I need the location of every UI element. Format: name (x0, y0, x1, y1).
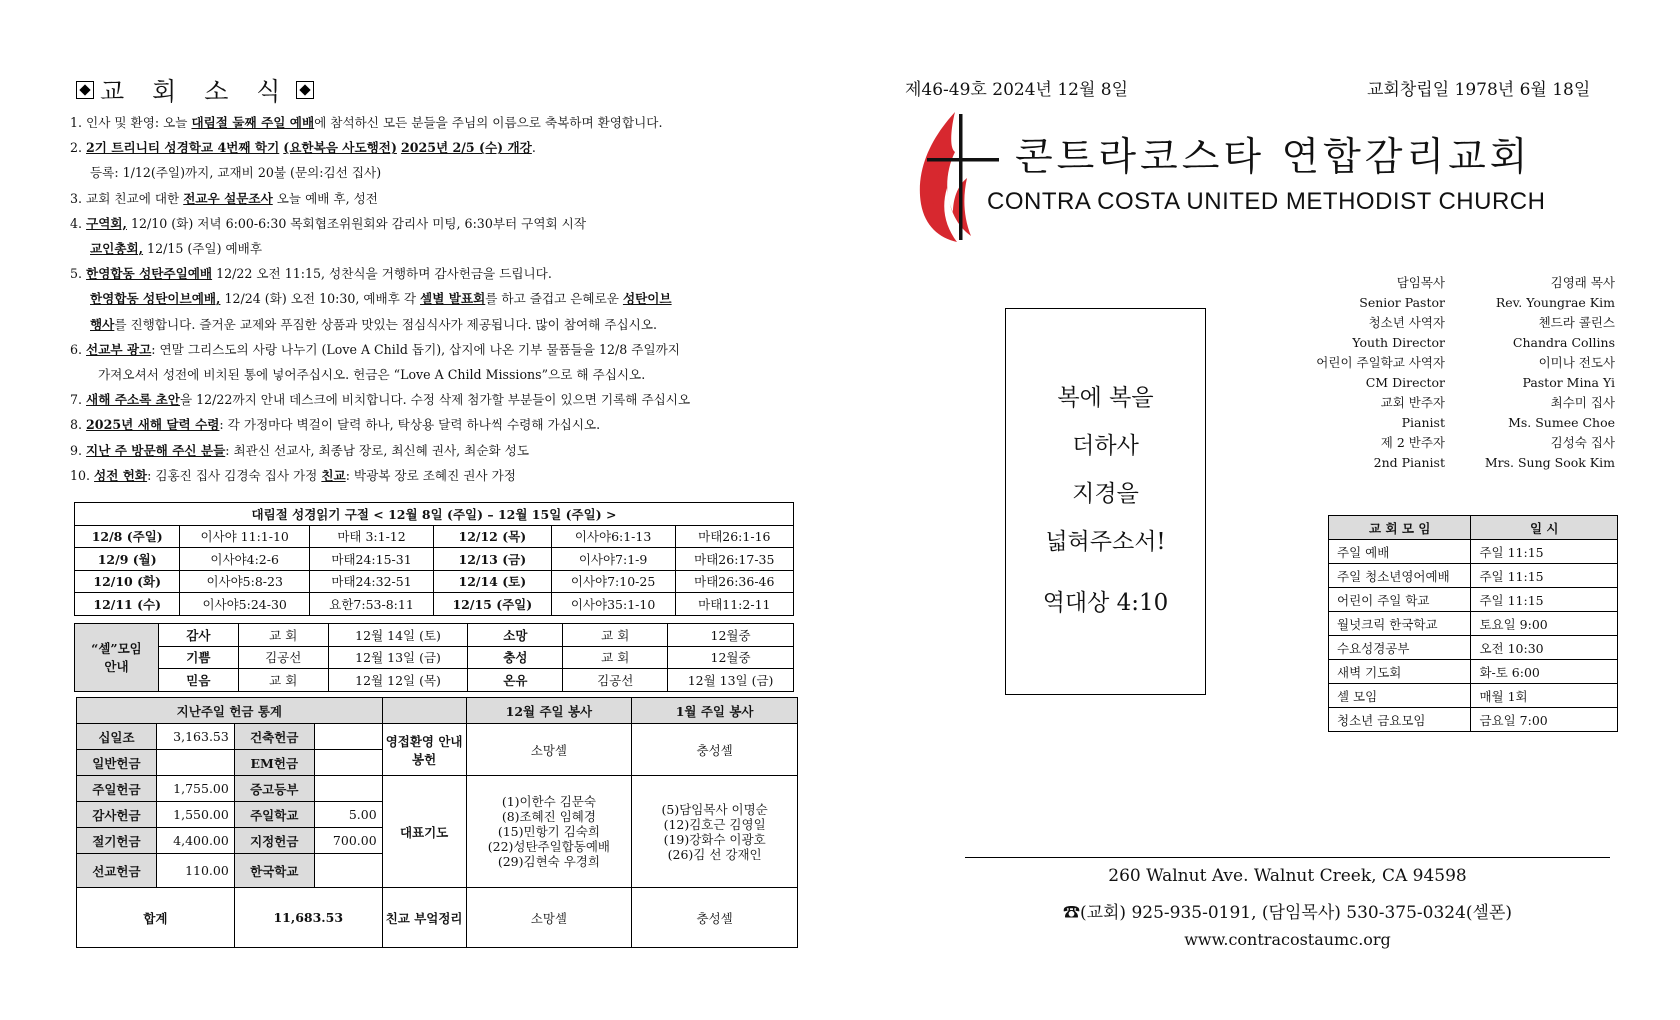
cell-group-name: 충성 (468, 646, 563, 669)
notice-highlight: 한영합동 성탄주일예배 (86, 266, 213, 282)
fellowship-jan: 충성셀 (632, 888, 798, 948)
schedule-meeting: 새벽 기도회 (1329, 660, 1471, 684)
cell-label-line: “셀”모임 (91, 641, 142, 657)
staff-entry (1300, 433, 1615, 473)
cell-row (75, 624, 794, 647)
staff-name-ko: 이미나 전도사 (1538, 355, 1615, 370)
schedule-meeting: 주일 예배 (1329, 540, 1471, 564)
flame-shape (920, 112, 971, 242)
cell-label (75, 624, 159, 692)
schedule-time: 매월 1회 (1471, 684, 1618, 708)
staff-role (1300, 273, 1445, 313)
schedule-row (1329, 636, 1618, 660)
offering-total-row (77, 888, 798, 948)
cell-group-name: 온유 (468, 669, 563, 692)
total-amount: 11,683.53 (234, 888, 382, 948)
reading-passage: 마태24:15-31 (309, 548, 433, 571)
reading-passage: 이사야 11:1-10 (180, 525, 310, 548)
cell-group-name: 믿음 (158, 669, 238, 692)
schedule-time: 화-토 6:00 (1471, 660, 1618, 684)
staff-role-ko: 교회 반주자 (1380, 395, 1445, 410)
notice-text: 12/15 (주일) 예배후 (143, 241, 263, 257)
reading-row (75, 525, 794, 548)
offering-label: 건축헌금 (234, 724, 314, 750)
staff-name-en: Ms. Sumee Choe (1508, 415, 1615, 430)
notice-text: : 각 가정마다 벽걸이 달력 하나, 탁상용 달력 하나씩 수령해 가십시오. (219, 417, 601, 433)
prayer-entry: (12)김호근 김영일 (663, 816, 766, 832)
staff-role-en: 2nd Pianist (1373, 455, 1445, 470)
reading-date: 12/11 (수) (75, 593, 180, 616)
reading-date: 12/12 (목) (434, 525, 551, 548)
reading-date: 12/13 (금) (434, 548, 551, 571)
cell-info: 12월중 (668, 624, 794, 647)
notices-list (70, 110, 810, 488)
cell-row (75, 646, 794, 669)
notice-highlight: 지난 주 방문해 주신 분들 (86, 442, 226, 458)
notice-highlight: 전교우 설문조사 (183, 190, 273, 206)
staff-name-ko: 첸드라 콜린스 (1538, 315, 1615, 330)
staff-role (1300, 433, 1445, 473)
notice-highlight: 성탄이브 (622, 291, 672, 307)
staff-name-ko: 김성숙 집사 (1550, 435, 1615, 450)
cell-info: 교 회 (238, 624, 328, 647)
schedule-time: 주일 11:15 (1471, 588, 1618, 612)
notice-number: 1. (70, 115, 83, 130)
staff-role-en: Senior Pastor (1359, 295, 1445, 310)
verse-line: 복에 복을 (1057, 385, 1154, 411)
cell-group-name: 소망 (468, 624, 563, 647)
notice-text: 인사 및 환영: 오늘 (86, 115, 192, 130)
notice-text: 를 진행합니다. 즐거운 교제와 푸짐한 상품과 맛있는 점심식사가 제공됩니다. 많이 참여해 주십시오. (114, 316, 658, 332)
issue-date: 제46-49호 2024년 12월 8일 (905, 80, 1129, 100)
notice-number: 6. (70, 341, 83, 357)
staff-name (1475, 273, 1615, 313)
diamond-icon (76, 81, 94, 99)
notice-highlight: 셀별 발표회 (420, 291, 486, 307)
verse-line: 넓혀주소서! (1045, 529, 1166, 555)
notice-highlight: 선교부 광고 (86, 341, 152, 357)
schedule-head-time: 일 시 (1471, 516, 1618, 540)
staff-role (1300, 393, 1445, 433)
cell-info: 12월 13일 (금) (328, 646, 468, 669)
reading-passage: 마태26:1-16 (675, 525, 793, 548)
notice-text: 12/10 (화) 저녁 6:00-6:30 목회협조위원회와 감리사 미팅, 6:30부터 구역회 시작 (126, 215, 586, 231)
notice-text: 등록: 1/12(주일)까지, 교재비 20불 (문의:김선 집사) (90, 165, 382, 181)
offering-amount: 5.00 (314, 802, 382, 828)
schedule-row (1329, 612, 1618, 636)
notice-highlight: 대림절 둘째 주일 예배 (191, 115, 315, 130)
cell-row (75, 669, 794, 692)
reading-date: 12/14 (토) (434, 570, 551, 593)
notice-number: 9. (70, 442, 83, 458)
offering-amount: 1,550.00 (156, 802, 234, 828)
notice-highlight: (요한복음 사도행전) (283, 140, 397, 156)
notice-line (70, 387, 810, 412)
notice-line (70, 211, 810, 236)
notice-number: 3. (70, 190, 83, 206)
service-corner (382, 698, 466, 724)
notice-highlight: 성전 헌화 (94, 467, 148, 483)
notice-text: . (531, 140, 536, 156)
notice-highlight: 2025년 새해 달력 수령 (86, 417, 220, 433)
diamond-icon (296, 81, 314, 99)
notice-text: : 김홍진 집사 김경숙 집사 가정 (147, 467, 322, 483)
reading-passage: 마태26:17-35 (675, 548, 793, 571)
prayer-entry: (15)민항기 김숙희 (497, 824, 600, 839)
verse-line: 지경을 (1072, 481, 1139, 507)
notice-line (70, 438, 810, 463)
offering-header-row (77, 698, 798, 724)
total-label: 합계 (77, 888, 235, 948)
staff-name-en: Mrs. Sung Sook Kim (1484, 455, 1615, 470)
offering-label: 지정헌금 (234, 828, 314, 854)
notice-number: 2. (70, 140, 83, 156)
offering-service-table (76, 697, 798, 948)
notice-text: 에 참석하신 모든 분들을 주님의 이름으로 축복하며 환영합니다. (314, 115, 663, 130)
staff-role-ko: 청소년 사역자 (1368, 315, 1445, 330)
prayer-entry: (1)이한수 김문숙 (501, 794, 596, 809)
verse-line: 역대상 4:10 (1042, 590, 1169, 616)
prayer-entry: (5)담임목사 이명순 (661, 801, 768, 817)
verse-line: 더하사 (1072, 433, 1139, 459)
reading-passage: 이사야7:1-9 (551, 548, 675, 571)
reading-passage: 이사야7:10-25 (551, 570, 675, 593)
usher-dec: 소망셀 (466, 724, 632, 776)
schedule-meeting: 어린이 주일 학교 (1329, 588, 1471, 612)
reading-date: 12/8 (주일) (75, 525, 180, 548)
offering-amount: 4,400.00 (156, 828, 234, 854)
reading-passage: 요한7:53-8:11 (309, 593, 433, 616)
offering-label: 증고등부 (234, 776, 314, 802)
notices-title (70, 72, 320, 108)
offering-label: 주일헌금 (77, 776, 157, 802)
footer-phone: ☎(교회) 925-935-0191, (담임목사) 530-375-0324(셀폰) (1062, 903, 1513, 923)
notice-line (70, 412, 810, 437)
cell-info: 김공선 (563, 669, 668, 692)
staff-name (1475, 313, 1615, 353)
notice-line (70, 236, 810, 261)
notice-highlight: 새해 주소록 초안 (86, 392, 180, 408)
notice-text: 가져오셔서 성전에 비치된 통에 넣어주십시오. 헌금은 “Love A Child Missions”으로 해 주십시오. (98, 367, 646, 383)
offering-amount (314, 724, 382, 750)
notice-highlight: 구역회, (86, 215, 127, 231)
offering-label: 한국학교 (234, 854, 314, 888)
reading-row (75, 548, 794, 571)
notice-highlight: 친교 (321, 467, 346, 483)
notice-line (70, 160, 810, 185)
staff-role-en: CM Director (1365, 375, 1445, 390)
reading-row (75, 570, 794, 593)
offering-amount: 3,163.53 (156, 724, 234, 750)
cell-info: 12월 13일 (금) (668, 669, 794, 692)
cell-info: 교 회 (563, 646, 668, 669)
notice-highlight: 2025년 2/5 (수) 개강 (400, 140, 532, 156)
cell-label-line: 안내 (104, 659, 129, 675)
notice-text: 을 12/22까지 안내 데스크에 비치합니다. 수정 삭제 첨가할 부분들이 있으면 기록해 주십시오 (179, 392, 691, 408)
offering-title: 지난주일 헌금 통계 (77, 698, 383, 724)
notice-text: 오늘 예배 후, 성전 (272, 190, 378, 206)
notice-line (70, 286, 810, 311)
prayer-entry: (8)조혜진 임혜경 (501, 809, 596, 824)
notice-text: 교회 친교에 대한 (86, 190, 184, 206)
schedule-meeting: 청소년 금요모임 (1329, 708, 1471, 732)
church-name-english: CONTRA COSTA UNITED METHODIST CHURCH (987, 188, 1546, 215)
notice-number: 10. (70, 467, 91, 483)
staff-entry (1300, 353, 1615, 393)
notice-text: : 최관신 선교사, 최종남 장로, 최신혜 권사, 최순화 성도 (225, 442, 530, 458)
schedule-time: 금요일 7:00 (1471, 708, 1618, 732)
offering-amount: 110.00 (156, 854, 234, 888)
staff-role (1300, 313, 1445, 353)
founding-date: 교회창립일 1978년 6월 18일 (1367, 80, 1591, 100)
reading-passage: 이사야5:24-30 (180, 593, 310, 616)
offering-label: 십일조 (77, 724, 157, 750)
notice-highlight: 교인총회, (90, 241, 144, 257)
offering-label: EM헌금 (234, 750, 314, 776)
schedule-row (1329, 540, 1618, 564)
notice-highlight: 행사 (90, 316, 115, 332)
notice-text: : 연말 그리스도의 사랑 나누기 (Love A Child 돕기), 삽지에 나온 기부 물품들을 12/8 주일까지 (151, 341, 680, 357)
schedule-meeting: 셀 모임 (1329, 684, 1471, 708)
footer-divider (965, 857, 1610, 858)
staff-name (1475, 433, 1615, 473)
staff-entry (1300, 313, 1615, 353)
notice-text: 를 하고 즐겁고 은혜로운 (485, 291, 623, 307)
schedule-time: 토요일 9:00 (1471, 612, 1618, 636)
schedule-row (1329, 684, 1618, 708)
notice-text: 12/22 오전 11:15, 성찬식을 거행하며 감사헌금을 드립니다. (212, 266, 552, 282)
reading-passage: 마태 3:1-12 (309, 525, 433, 548)
notice-text: : 박광복 장로 조혜진 권사 가정 (345, 467, 516, 483)
notices-title-text: 교 회 소 식 (100, 77, 291, 106)
schedule-meeting: 월넛크릭 한국학교 (1329, 612, 1471, 636)
cell-info: 교 회 (563, 624, 668, 647)
staff-list (1300, 273, 1615, 473)
reading-row (75, 593, 794, 616)
offering-row (77, 776, 798, 802)
schedule-row (1329, 588, 1618, 612)
notice-line (70, 312, 810, 337)
offering-label: 선교헌금 (77, 854, 157, 888)
schedule-time: 주일 11:15 (1471, 564, 1618, 588)
offering-amount (314, 750, 382, 776)
cross-horizontal (927, 158, 999, 162)
schedule-row (1329, 564, 1618, 588)
cell-info: 김공선 (238, 646, 328, 669)
service-jan-head: 1월 주일 봉사 (632, 698, 798, 724)
staff-name-en: Pastor Mina Yi (1522, 375, 1615, 390)
staff-name (1475, 393, 1615, 433)
church-name-korean: 콘트라코스타 연합감리교회 (1015, 135, 1532, 180)
schedule-time: 주일 11:15 (1471, 540, 1618, 564)
schedule-meeting: 주일 청소년영어예배 (1329, 564, 1471, 588)
service-dec-head: 12월 주일 봉사 (466, 698, 632, 724)
offering-amount (156, 750, 234, 776)
prayer-dec (466, 776, 632, 888)
prayer-entry: (19)강화수 이광호 (663, 831, 766, 847)
staff-name-en: Rev. Youngrae Kim (1495, 295, 1615, 310)
cross-flame-logo (905, 108, 1005, 248)
staff-role-ko: 제 2 반주자 (1380, 435, 1445, 450)
reading-passage: 이사야6:1-13 (551, 525, 675, 548)
staff-name (1475, 353, 1615, 393)
reading-date: 12/15 (주일) (434, 593, 551, 616)
notice-line (70, 261, 810, 286)
footer-address: 260 Walnut Ave. Walnut Creek, CA 94598 (1108, 866, 1467, 886)
notice-number: 5. (70, 266, 83, 282)
notice-number: 7. (70, 392, 83, 408)
notice-number: 4. (70, 215, 83, 231)
cell-group-name: 감사 (158, 624, 238, 647)
reading-date: 12/10 (화) (75, 570, 180, 593)
offering-amount (314, 854, 382, 888)
cell-meeting-table (74, 623, 794, 692)
notice-line (70, 337, 810, 362)
reading-title: 대림절 성경읽기 구절 < 12월 8일 (주일) – 12월 15일 (주일) > (75, 503, 794, 526)
notice-line (70, 463, 810, 488)
staff-role-ko: 담임목사 (1396, 275, 1445, 290)
offering-label: 감사헌금 (77, 802, 157, 828)
reading-passage: 이사야35:1-10 (551, 593, 675, 616)
prayer-label: 대표기도 (382, 776, 466, 888)
staff-name-ko: 김영래 목사 (1550, 275, 1615, 290)
prayer-entry: (26)김 선 강재인 (667, 846, 762, 862)
footer-website: www.contracostaumc.org (1184, 930, 1391, 949)
notice-line (70, 362, 810, 387)
prayer-entry: (29)김현숙 우경희 (497, 854, 600, 869)
notice-text: 12/24 (화) 오전 10:30, 예배후 각 (220, 291, 421, 307)
notice-line (70, 186, 810, 211)
notice-line (70, 135, 810, 160)
notice-number: 8. (70, 417, 83, 433)
cell-group-name: 기쁨 (158, 646, 238, 669)
offering-amount: 1,755.00 (156, 776, 234, 802)
offering-amount (314, 776, 382, 802)
schedule-time: 오전 10:30 (1471, 636, 1618, 660)
offering-label: 절기헌금 (77, 828, 157, 854)
cell-info: 12월 14일 (토) (328, 624, 468, 647)
usher-label: 영접환영 안내봉헌 (382, 724, 466, 776)
cross-vertical (959, 114, 963, 240)
cell-info: 12월 12일 (목) (328, 669, 468, 692)
notice-line (70, 110, 810, 135)
schedule-head-meeting: 교 회 모 임 (1329, 516, 1471, 540)
usher-jan: 충성셀 (632, 724, 798, 776)
cell-info: 12월중 (668, 646, 794, 669)
reading-passage: 마태26:36-46 (675, 570, 793, 593)
offering-label: 주일학교 (234, 802, 314, 828)
notice-highlight: 한영합동 성탄이브예배, (90, 291, 221, 307)
staff-name-ko: 최수미 집사 (1550, 395, 1615, 410)
staff-name-en: Chandra Collins (1512, 335, 1615, 350)
staff-role (1300, 353, 1445, 393)
staff-role-ko: 어린이 주일학교 사역자 (1316, 355, 1445, 370)
schedule-row (1329, 660, 1618, 684)
staff-role-en: Pianist (1401, 415, 1445, 430)
bible-reading-table (74, 502, 794, 616)
reading-passage: 이사야5:8-23 (180, 570, 310, 593)
reading-passage: 이사야4:2-6 (180, 548, 310, 571)
schedule-table (1328, 515, 1618, 732)
reading-passage: 마태11:2-11 (675, 593, 793, 616)
staff-entry (1300, 393, 1615, 433)
prayer-entry: (22)성탄주일합동예배 (487, 839, 611, 854)
fellowship-label: 친교 부엌정리 (382, 888, 466, 948)
staff-entry (1300, 273, 1615, 313)
verse-box (1005, 308, 1206, 695)
fellowship-dec: 소망셀 (466, 888, 632, 948)
offering-label: 일반헌금 (77, 750, 157, 776)
reading-date: 12/9 (월) (75, 548, 180, 571)
cell-info: 교 회 (238, 669, 328, 692)
offering-row (77, 724, 798, 750)
staff-role-en: Youth Director (1352, 335, 1445, 350)
prayer-jan (632, 776, 798, 888)
offering-amount: 700.00 (314, 828, 382, 854)
schedule-row (1329, 708, 1618, 732)
reading-passage: 마태24:32-51 (309, 570, 433, 593)
schedule-meeting: 수요성경공부 (1329, 636, 1471, 660)
notice-highlight: 2기 트리니티 성경학교 4번째 학기 (86, 140, 280, 156)
